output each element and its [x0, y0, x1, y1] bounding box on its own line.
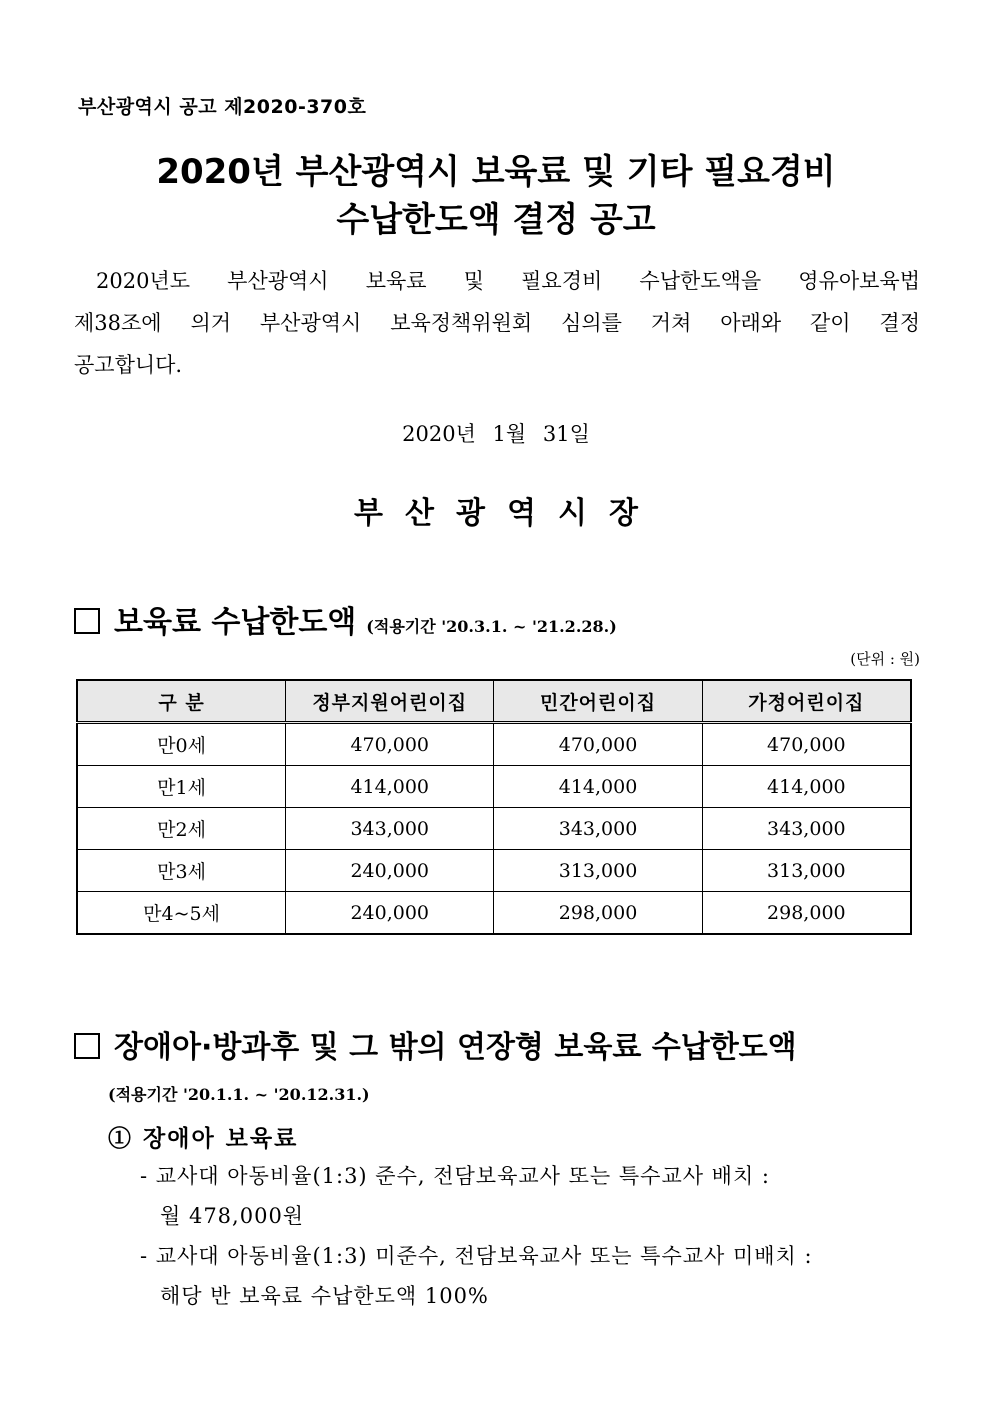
table-cell: 470,000 — [494, 723, 702, 766]
list-item — [140, 1156, 920, 1236]
section-1-period: (적용기간 '20.3.1. ~ '21.2.28.) — [366, 617, 617, 636]
table-row — [77, 723, 911, 766]
table-cell: 240,000 — [286, 850, 494, 892]
section-1-heading — [74, 597, 617, 641]
table-cell: 만0세 — [77, 723, 286, 766]
table-cell: 313,000 — [494, 850, 702, 892]
table-cell: 만1세 — [77, 766, 286, 808]
bullet-line: - 교사대 아동비율(1:3) 미준수, 전담보육교사 또는 특수교사 미배치 : — [140, 1244, 813, 1268]
table-cell: 343,000 — [286, 808, 494, 850]
body-line-2: 제38조에 의거 부산광역시 보육정책위원회 심의를 거쳐 아래와 같이 결정 — [74, 311, 920, 335]
table-row — [77, 850, 911, 892]
item-1-title: ① 장애아 보육료 — [108, 1125, 299, 1152]
announcement-body — [74, 260, 920, 386]
list-item — [140, 1236, 920, 1316]
table-header-row — [77, 680, 911, 723]
table-header-cell: 정부지원어린이집 — [286, 680, 494, 723]
section-1-title: 보육료 수납한도액 — [114, 605, 357, 640]
table-cell: 343,000 — [494, 808, 702, 850]
table-row — [77, 808, 911, 850]
signer: 부산광역시장 — [354, 496, 660, 531]
table-header-cell: 가정어린이집 — [702, 680, 911, 723]
table-cell: 414,000 — [494, 766, 702, 808]
section-2-period: (적용기간 '20.1.1. ~ '20.12.31.) — [108, 1085, 370, 1104]
notice-number: 부산광역시 공고 제2020-370호 — [78, 96, 367, 118]
fee-table — [76, 679, 912, 935]
table-cell: 만4~5세 — [77, 892, 286, 935]
checkbox-square-icon — [74, 608, 100, 634]
body-line-3: 공고합니다. — [74, 353, 183, 377]
bullet-continuation: 해당 반 보육료 수납한도액 100% — [160, 1284, 489, 1308]
table-cell: 240,000 — [286, 892, 494, 935]
unit-label: (단위 : 원) — [850, 650, 920, 668]
bullet-continuation: 월 478,000원 — [160, 1204, 305, 1228]
table-cell: 313,000 — [702, 850, 911, 892]
table-row — [77, 892, 911, 935]
announcement-date: 2020년 1월 31일 — [402, 422, 590, 446]
table-header-cell: 민간어린이집 — [494, 680, 702, 723]
table-header-cell: 구 분 — [77, 680, 286, 723]
table-cell: 298,000 — [494, 892, 702, 935]
title-line-1: 2020년 부산광역시 보육료 및 기타 필요경비 — [156, 152, 836, 192]
table-cell: 414,000 — [286, 766, 494, 808]
table-cell: 298,000 — [702, 892, 911, 935]
table-cell: 만2세 — [77, 808, 286, 850]
checkbox-square-icon — [74, 1033, 100, 1059]
table-cell: 만3세 — [77, 850, 286, 892]
table-cell: 470,000 — [286, 723, 494, 766]
body-line-1: 2020년도 부산광역시 보육료 및 필요경비 수납한도액을 영유아보육법 — [96, 269, 920, 293]
bullet-line: - 교사대 아동비율(1:3) 준수, 전담보육교사 또는 특수교사 배치 : — [140, 1164, 771, 1188]
table-cell: 470,000 — [702, 723, 911, 766]
table-cell: 343,000 — [702, 808, 911, 850]
section-2-heading — [74, 1022, 797, 1066]
table-row — [77, 766, 911, 808]
table-cell: 414,000 — [702, 766, 911, 808]
title-line-2: 수납한도액 결정 공고 — [336, 200, 656, 240]
section-2-title: 장애아·방과후 및 그 밖의 연장형 보육료 수납한도액 — [114, 1030, 797, 1065]
page-title — [0, 148, 992, 244]
